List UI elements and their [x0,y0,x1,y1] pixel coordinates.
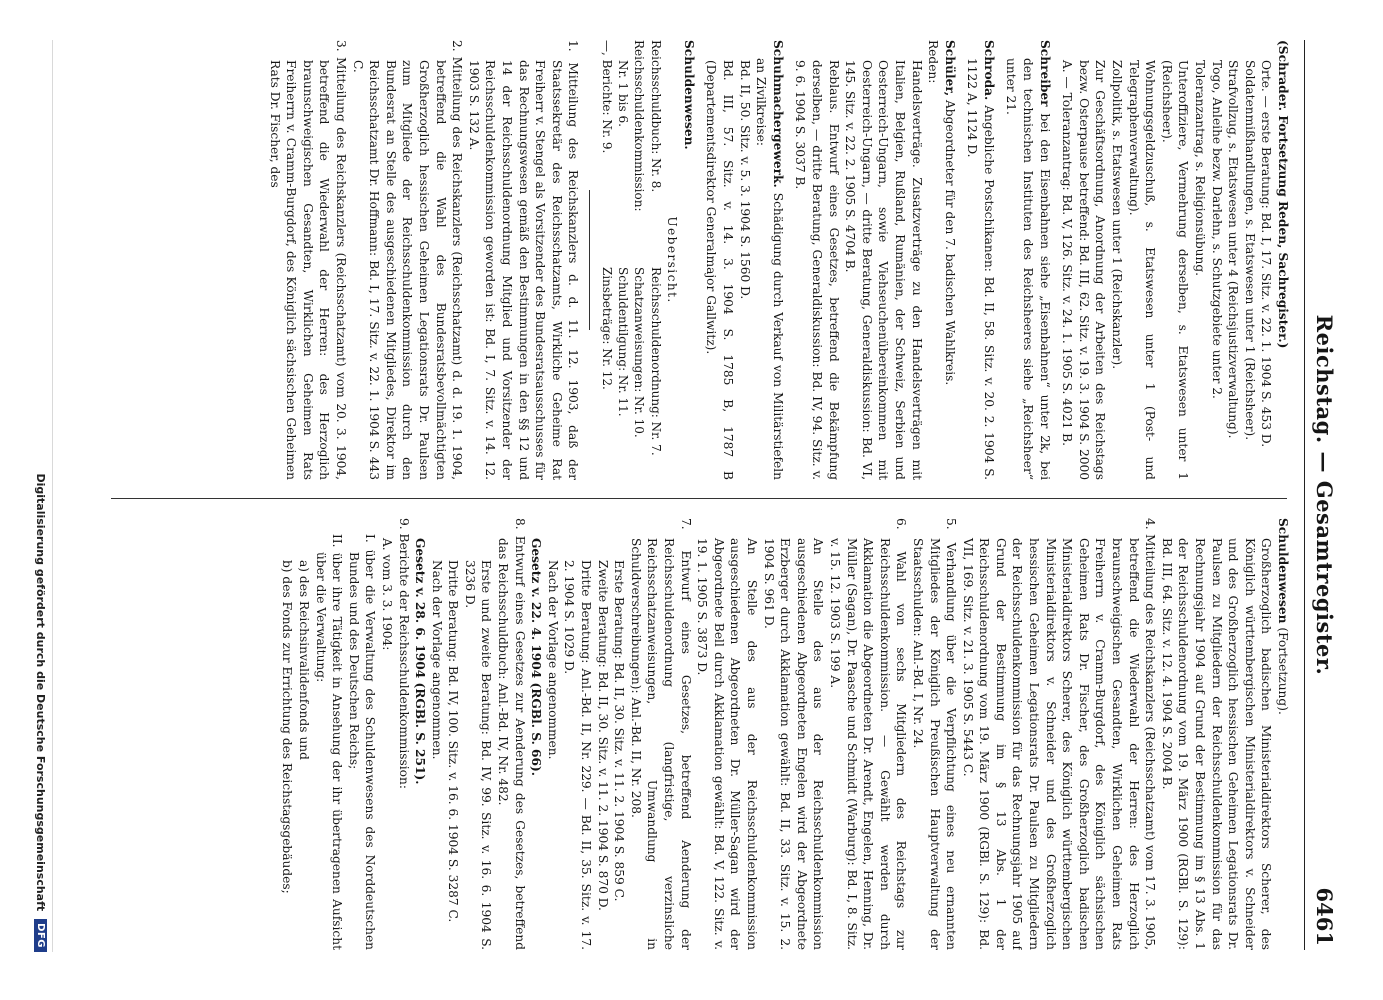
person-entry-schroda [964,40,997,480]
register-entry: Toleranzantrag, s. Religionsübung. [1193,60,1208,276]
vorlage-note: Nach der Vorlage angenommen. [429,560,444,760]
register-entry: Wohnungsgeldzuschuß, s. Etatswesen unter 1 (Post- und Telegraphenverwaltung). [1126,60,1158,480]
continued-heading: (Schrader. Fortsetzung Reden, Sachregister.) [1276,40,1290,349]
uebersicht-item: Zinsbeträge: Nr. 12. [599,267,614,390]
item-number: 2. [450,40,465,52]
numbered-item [909,518,959,950]
register-entry: Zur Geschäftsordnung, Anordnung der Arbeiten des Reichstags bezw. Osterpause betreffend: Bd. III, 62. Sitz. v. 19. 3. 1904 S. 2000 A. — Toleranzantrag: Bd. V, 126. Sitz. v. 24. 1. 1905 S. 4021 B. [1060,60,1108,480]
item-number: 4. [1143,518,1158,530]
item-note: An Stelle des aus der Reichsschuldenkommission ausgeschiedenen Abgeordneten Dr. Müller-Sagan wird der Abgeordnete Bell durch Akklamation gewählt: Bd. V, 122. Sitz. v. 19. 1. 1905 S. 3873 D. [695,538,759,950]
uebersicht-title: Uebersicht. [665,216,680,304]
register-entry: Zollpolitik, s. Etatswesen unter 1 (Reichskanzler). [1110,60,1125,370]
uebersicht-item: —, Berichte: Nr. 9. [599,40,614,154]
item-text: Wahl von sechs Mitgliedern des Reichstags zur Reichsschuldenkommission. — Gewählt werden durch Akklamation die Abgeordneten Dr. Arendt, Engelen, Henning, Dr. Müller (Sagan), Dr. Paasche und Schmidt (Warburg): Bd. I, 8. Sitz. v. 15. 12. 1903 S. 199 A. [827,538,909,950]
numbered-item [349,40,465,480]
item-text: Verhandlung über die Verpflichtung eines neu ernannten Mitgliedes der Königlich Preußischen Hauptverwaltung der Staatsschulden: Anl.-Bd. I, Nr. 24. [910,538,959,950]
item-text: Mitteilung des Reichskanzlers d. d. 11. 12. 1903, daß der Staatssekretär des Reichsschatzamts, Wirkliche Geheime Rat Freiherr v. Stengel als Vorsitzender des Bundesratsausschusses für das Rechnungswesen gemäß den Bestimmungen in den §§ 12 und 14 der Reichsschuldenordnung Mitglied und Vorsitzender der Reichsschuldenkommission geworden ist: Bd. I, 7. Sitz. v. 14. 12. 1903 S. 132 A. [466,60,581,480]
report-line: II. über ihre Tätigkeit in Ansehung der ihr übertragenen Aufsicht über die Verwaltung: [313,534,345,950]
reden-label: Reden: [926,40,941,84]
item-number: 5. [944,518,959,530]
item-number: 1. [566,40,581,52]
register-entry: Bd. III, 57. Sitz. v. 14. 3. 1904 S. 1785 B, 1787 B (Departementsdirektor Generalmajor Gallwitz). [704,60,735,480]
person-entry-schreiber [1003,40,1053,480]
beratung-line: Erste und zweite Beratung: Bd. IV, 99. Sitz. v. 16. 6. 1904 S. 3236 D. [462,560,494,950]
person-text: bei den Eisenbahnen siehe „Eisenbahnen“ unter 2k, bei den technischen Instituten des Reichsheeres siehe „Reichsheer“ unter 21. [1004,58,1052,480]
report-line: I. über die Verwaltung des Schuldenwesens des Norddeutschen Bundes und des Deutschen Reichs; [346,534,378,950]
uebersicht-item: Reichsschuldenkommission: [632,40,647,212]
gesetz-line: Gesetz v. 28. 6. 1904 (RGBl. S. 251). [413,538,428,785]
right-heading [1274,518,1291,950]
beratung-line: Zweite Beratung: Bd. II, 30. Sitz. v. 11. 2. 1904 S. 870 D. [595,560,610,911]
numbered-item [465,40,581,480]
right-column [111,518,1291,950]
digitization-stamp [30,40,53,952]
register-entry: Handelsverträge. Zusatzverträge zu den Handelsverträgen mit Italien, Belgien, Rußland, Rumänien, der Schweiz, Serbien und Oesterreich-Ungarn, sowie Viehseuchenübereinkommen mit Oesterreich-Ungarn, — dritte Beratung, Generaldiskussion: Bd. VI, 145. Sitz. v. 22. 2. 1905 S. 4704 B. [843,60,924,480]
uebersicht-item: Nr. 1 bis 6. [616,60,630,127]
left-column [111,40,1291,480]
item-number: 8. [512,518,527,530]
section-heading-schuldenwesen: Schuldenwesen [1276,518,1290,624]
numbered-item [395,518,412,950]
register-entry: Strafvollzug, s. Etatswesen unter 4 (Reichsjustizverwaltung). [1226,60,1241,439]
column-rule [111,498,1287,499]
register-entry: Togo, Anleihe bezw. Darlehn, s. Schutzgebiete unter 2. [1209,60,1224,399]
digitization-credit: Digitalisierung gefördert durch die Deutsche Forschungsgemeinschaft [34,473,48,912]
section-divider [589,190,590,330]
person-text: Abgeordneter für den 7. badischen Wahlkreis. [942,99,957,386]
section-heading-schuldenwesen: Schuldenwesen. [681,40,696,150]
uebersicht-column-right [598,267,663,480]
person-name: Schüler, [942,40,957,97]
item-number: 6. [894,518,909,530]
running-head [1304,40,1345,950]
register-entry: Reblaus. Entwurf eines Gesetzes, betreffend die Bekämpfung derselben, — dritte Beratung, Generaldiskussion: Bd. IV, 94. Sitz. v. 9. 6. 1904 S. 3037 B. [793,60,841,480]
person-name: Schroda. [981,40,996,101]
dfg-logo: DFG [35,919,48,952]
uebersicht-table [598,40,663,480]
beratung-line: Dritte Beratung: Bd. IV, 100. Sitz. v. 16. 6. 1904 S. 3287 C. [446,560,461,923]
item-continuation: Großherzoglich badischen Ministerialdirektors Scherer, des Königlich württembergischen Ministerialdirektors v. Schneider und des Großherzoglich hessischen Geheimen Legationsrats Dr. Paulsen zu Mitgliedern der Reichsschuldenkommission für das Rechnungsjahr 1904 auf Grund der Bestimmung im § 13 Abs. 1 der Reichsschuldenordnung vom 19. März 1900 (RGBl. S. 129): Bd. III, 64. Sitz. v. 12. 4. 1904 S. 2004 B. [1159,538,1274,950]
numbered-item [495,518,528,950]
uebersicht-column-left [598,40,663,253]
uebersicht-item: Reichsschuldbuch: Nr. 8. [648,40,663,193]
page-number: 6461 [1312,887,1337,946]
report-line: b) des Fonds zur Errichtung des Reichstagsgebäudes; [280,560,295,894]
page-title: Reichstag. — Gesamtregister. [1312,314,1337,676]
register-entry: Unteroffiziere, Vermehrung derselben, s. Etatswesen unter 1 (Reichsheer). [1159,60,1191,480]
numbered-item [627,518,693,950]
uebersicht-item: Schuldentilgung: Nr. 11. [616,267,630,417]
item-text: Berichte der Reichsschuldenkommission: [396,533,411,789]
item-note: An Stelle des aus der Reichsschuldenkommission ausgeschiedenen Abgeordneten Engelen wird der Abgeordnete Erzberger durch Akklamation gewählt: Bd. II, 33. Sitz. v. 15. 2. 1904 S. 961 D. [761,538,826,950]
person-text: Angebliche Postschikanen: Bd. II, 58. Sitz. v. 20. 2. 1904 S. 1122 A, 1124 D. [965,58,996,480]
gesetz-line: Gesetz v. 22. 4. 1904 (RGBl. S. 66). [529,538,544,777]
uebersicht-item: Reichsschuldenordnung: Nr. 7. [648,267,663,456]
item-text: Entwurf eines Gesetzes zur Aenderung des Gesetzes, betreffend das Reichsschuldbuch: Anl.-Bd. IV, Nr. 482. [496,535,527,950]
report-line: a) des Reichsinvalidenfonds und [296,560,311,760]
subject-entry-schuhmachergewerk [753,40,786,480]
person-entry-schuler [941,40,958,480]
numbered-item [959,518,1158,950]
uebersicht-item: Schatzanweisungen: Nr. 10. [632,267,647,438]
beratung-line: Erste Beratung: Bd. II, 30. Sitz. v. 11. 2. 1904 S. 859 C. [612,560,627,902]
subject-name: Schuhmachergewerk. [770,40,785,188]
item-number: 7. [678,518,693,530]
item-text: Mitteilung des Reichskanzlers (Reichsschatzamt) d. d. 19. 1. 1904, betreffend die Wahl des Bundesratsbevollmächtigten Großherzoglich hessischen Geheimen Legationsrats Dr. Paulsen zum Mitgliede der Reichsschuldenkommission durch den Bundesrat an Stelle des ausgeschiedenen Mitgliedes, Direktor im Reichsschatzamt Dr. Hoffmann: Bd. I, 17. Sitz. v. 22. 1. 1904 S. 443 C. [350,56,465,480]
person-name: Schreiber [1037,40,1052,107]
register-entry: Bd. II, 50. Sitz. v. 5. 3. 1904 S. 1560 D. [737,60,752,300]
register-entry: Orte. — erste Beratung: Bd. I, 17. Sitz. v. 22. 1. 1904 S. 453 D. [1259,60,1274,448]
vorlage-note: Nach der Vorlage angenommen. [545,560,560,760]
item-number: 9. [396,518,411,530]
subject-text: Schädigung durch Verkauf von Militärstiefeln an Zivilkreise: [754,58,785,480]
item-text: Mitteilung des Reichskanzlers (Reichsschatzamt) vom 17. 3. 1905, betreffend die Wiederwahl der Herren: des Herzoglich braunschweigischen Gesandten, Wirklichen Geheimen Rats Freiherrn v. Cramm-Burgdorf, des Königlich sächsischen Geheimen Rats Dr. Fischer, des Großherzoglich badischen Ministerialdirektors Scherer, des Königlich württembergischen Ministerialdirektors v. Schneider und des Großherzoglich hessischen Geheimen Legationsrats Dr. Paulsen zu Mitgliedern der Reichsschuldenkommission für das Rechnungsjahr 1905 auf Grund der Bestimmung im § 13 Abs. 1 der Reichsschuldenordnung vom 19. März 1900 (RGBl. S. 129): Bd. VII, 169. Sitz. v. 21. 3. 1905 S. 5443 C. [960,534,1158,950]
register-entry: Soldatenmißhandlungen, s. Etatswesen unter 1 (Reichsheer). [1242,60,1257,441]
item-text: Mitteilung des Reichskanzlers (Reichsschatzamt) vom 20. 3. 1904, betreffend die Wiederwahl der Herren: des Herzoglich braunschweigischen Gesandten, Wirklichen Geheimen Rats Freiherrn v. Cramm-Burgdorf, des Königlich sächsischen Geheimen Rats Dr. Fischer, des [267,57,349,480]
beratung-line: Dritte Beratung: Anl.-Bd. II, Nr. 229. — Bd. II, 35. Sitz. v. 17. 2. 1904 S. 1029 D. [562,560,594,950]
item-number: 3. [334,40,349,52]
numbered-item [266,40,349,480]
report-line: A. vom 3. 3. 1904: [379,538,394,651]
heading-suffix: (Fortsetzung). [1276,627,1290,715]
item-text: Entwurf eines Gesetzes, betreffend Aenderung der Reichsschuldenordnung (langfristige, verzinsliche Reichsschatzanweisungen, Umwandlung in Schuldverschreibungen): Anl.-Bd. II, Nr. 208. [628,538,693,950]
numbered-item [826,518,909,950]
